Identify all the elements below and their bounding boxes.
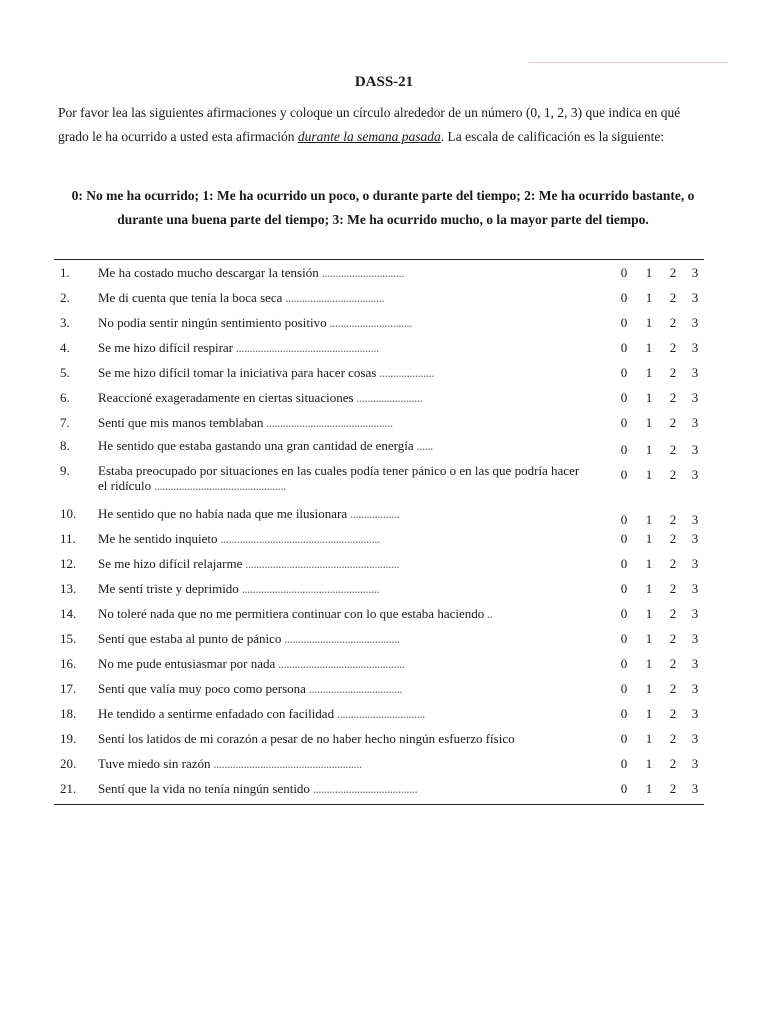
- score-option-0[interactable]: 0: [620, 265, 628, 280]
- score-option-0[interactable]: 0: [620, 781, 628, 796]
- item-text: [98, 390, 588, 405]
- score-option-3[interactable]: 3: [691, 606, 699, 621]
- dotted-leader: ....................................................: [233, 340, 379, 355]
- item-statement: Sentí los latidos de mi corazón a pesar de no haber hecho ningún esfuerzo físico: [98, 731, 515, 746]
- score-option-2[interactable]: 2: [669, 731, 677, 746]
- item-number: 20.: [60, 756, 77, 771]
- item-number: 4.: [60, 340, 70, 355]
- item-text: [98, 438, 588, 453]
- score-option-1[interactable]: 1: [645, 606, 653, 621]
- score-option-3[interactable]: 3: [691, 467, 699, 482]
- item-statement: Sentí que valía muy poco como persona: [98, 681, 306, 696]
- score-option-2[interactable]: 2: [669, 415, 677, 430]
- score-option-1[interactable]: 1: [645, 315, 653, 330]
- score-option-1[interactable]: 1: [645, 265, 653, 280]
- score-option-3[interactable]: 3: [691, 556, 699, 571]
- items-table: [54, 259, 704, 805]
- score-option-2[interactable]: 2: [669, 512, 677, 527]
- item-statement: No toleré nada que no me permitiera continuar con lo que estaba haciendo: [98, 606, 485, 621]
- score-option-2[interactable]: 2: [669, 442, 677, 457]
- score-option-0[interactable]: 0: [620, 706, 628, 721]
- dotted-leader: ........................................................: [242, 556, 400, 571]
- item-statement: He tendido a sentirme enfadado con facilidad: [98, 706, 335, 721]
- item-text: [98, 631, 588, 646]
- score-option-1[interactable]: 1: [645, 390, 653, 405]
- dotted-leader: ................................: [334, 706, 425, 721]
- item-text: [98, 731, 588, 746]
- score-option-3[interactable]: 3: [691, 315, 699, 330]
- item-statement: Reaccioné exageradamente en ciertas situaciones: [98, 390, 354, 405]
- item-text: [98, 781, 588, 796]
- item-number: 21.: [60, 781, 77, 796]
- item-number: 2.: [60, 290, 70, 305]
- score-option-1[interactable]: 1: [645, 706, 653, 721]
- score-option-3[interactable]: 3: [691, 442, 699, 457]
- score-option-0[interactable]: 0: [620, 390, 628, 405]
- item-text: [98, 756, 588, 771]
- item-number: 6.: [60, 390, 70, 405]
- score-option-3[interactable]: 3: [691, 756, 699, 771]
- score-option-2[interactable]: 2: [669, 681, 677, 696]
- item-text: [98, 415, 588, 430]
- item-statement: Me he sentido inquieto: [98, 531, 218, 546]
- item-statement: Tuve miedo sin razón: [98, 756, 211, 771]
- item-text: [98, 290, 588, 305]
- score-option-2[interactable]: 2: [669, 531, 677, 546]
- score-option-1[interactable]: 1: [645, 415, 653, 430]
- item-text: [98, 581, 588, 596]
- score-option-2[interactable]: 2: [669, 781, 677, 796]
- score-option-3[interactable]: 3: [691, 340, 699, 355]
- score-option-1[interactable]: 1: [645, 781, 653, 796]
- item-number: 8.: [60, 438, 70, 453]
- score-option-0[interactable]: 0: [620, 631, 628, 646]
- score-option-0[interactable]: 0: [620, 467, 628, 482]
- score-option-3[interactable]: 3: [691, 656, 699, 671]
- item-text: [98, 506, 588, 521]
- item-statement: Se me hizo difícil respirar: [98, 340, 234, 355]
- score-option-3[interactable]: 3: [691, 731, 699, 746]
- score-option-1[interactable]: 1: [645, 656, 653, 671]
- item-text: [98, 315, 588, 330]
- score-option-1[interactable]: 1: [645, 365, 653, 380]
- score-option-2[interactable]: 2: [669, 467, 677, 482]
- dotted-leader: ..............................: [318, 265, 404, 280]
- dotted-leader: ..............................................: [275, 656, 405, 671]
- item-statement: Me di cuenta que tenía la boca seca: [98, 290, 283, 305]
- score-option-1[interactable]: 1: [645, 290, 653, 305]
- score-option-0[interactable]: 0: [620, 442, 628, 457]
- item-number: 16.: [60, 656, 77, 671]
- item-statement: Sentí que mis manos temblaban: [98, 415, 264, 430]
- item-number: 17.: [60, 681, 77, 696]
- item-number: 11.: [60, 531, 76, 546]
- dotted-leader: ..: [484, 606, 493, 621]
- score-option-0[interactable]: 0: [620, 340, 628, 355]
- rating-scale-legend: 0: No me ha ocurrido; 1: Me ha ocurrido un poco, o durante parte del tiempo; 2: Me ha ocurrido bastante, o durante una buena parte del tiempo; 3: Me ha ocurrido mucho, o la mayor parte del tiempo.: [71, 188, 695, 227]
- item-text: [98, 681, 588, 696]
- score-option-3[interactable]: 3: [691, 681, 699, 696]
- score-option-1[interactable]: 1: [645, 340, 653, 355]
- item-text: [98, 556, 588, 571]
- score-option-0[interactable]: 0: [620, 512, 628, 527]
- instructions-text: Por favor lea las siguientes afirmaciones y coloque un círculo alrededor de un número (0, 1, 2, 3) que indica en qué grado le ha ocurrido a usted esta afirmación: [58, 105, 681, 144]
- dotted-leader: ..................: [347, 506, 400, 521]
- item-statement: Me sentí triste y deprimido: [98, 581, 239, 596]
- item-text: [98, 365, 588, 380]
- decorative-line: [528, 62, 728, 63]
- score-option-0[interactable]: 0: [620, 531, 628, 546]
- dotted-leader: ....................: [376, 365, 435, 380]
- score-option-2[interactable]: 2: [669, 390, 677, 405]
- item-statement: Sentí que la vida no tenía ningún sentido: [98, 781, 310, 796]
- score-option-2[interactable]: 2: [669, 631, 677, 646]
- dotted-leader: ..............................: [326, 315, 412, 330]
- score-option-3[interactable]: 3: [691, 531, 699, 546]
- score-option-3[interactable]: 3: [691, 365, 699, 380]
- score-option-2[interactable]: 2: [669, 290, 677, 305]
- item-number: 7.: [60, 415, 70, 430]
- item-statement: Estaba preocupado por situaciones en las cuales podía tener pánico o en las que podría hacer el ridículo: [98, 463, 580, 493]
- item-statement: No me pude entusiasmar por nada: [98, 656, 276, 671]
- score-option-2[interactable]: 2: [669, 556, 677, 571]
- score-option-2[interactable]: 2: [669, 340, 677, 355]
- dotted-leader: ......................................: [309, 781, 418, 796]
- dotted-leader: ....................................: [282, 290, 385, 305]
- item-text: [98, 656, 588, 671]
- score-option-1[interactable]: 1: [645, 731, 653, 746]
- score-option-3[interactable]: 3: [691, 290, 699, 305]
- item-number: 15.: [60, 631, 77, 646]
- score-option-3[interactable]: 3: [691, 512, 699, 527]
- item-number: 19.: [60, 731, 77, 746]
- instructions: [58, 101, 708, 149]
- score-option-1[interactable]: 1: [645, 442, 653, 457]
- score-option-1[interactable]: 1: [645, 581, 653, 596]
- score-option-0[interactable]: 0: [620, 731, 628, 746]
- score-option-2[interactable]: 2: [669, 265, 677, 280]
- score-option-3[interactable]: 3: [691, 415, 699, 430]
- item-statement: Se me hizo difícil tomar la iniciativa para hacer cosas: [98, 365, 377, 380]
- item-number: 13.: [60, 581, 77, 596]
- dotted-leader: ..................................: [305, 681, 403, 696]
- score-option-3[interactable]: 3: [691, 706, 699, 721]
- item-number: 9.: [60, 463, 70, 478]
- instructions-text-end: . La escala de calificación es la siguiente:: [440, 129, 665, 144]
- dotted-leader: ..................................................: [238, 581, 380, 596]
- score-option-2[interactable]: 2: [669, 756, 677, 771]
- score-option-1[interactable]: 1: [645, 531, 653, 546]
- page-title: DASS-21: [354, 74, 414, 90]
- score-option-2[interactable]: 2: [669, 315, 677, 330]
- score-option-0[interactable]: 0: [620, 290, 628, 305]
- score-option-0[interactable]: 0: [620, 556, 628, 571]
- dotted-leader: ..........................................: [281, 631, 400, 646]
- score-option-0[interactable]: 0: [620, 606, 628, 621]
- score-option-1[interactable]: 1: [645, 631, 653, 646]
- score-option-2[interactable]: 2: [669, 581, 677, 596]
- dotted-leader: ........................: [353, 390, 423, 405]
- score-option-3[interactable]: 3: [691, 390, 699, 405]
- item-statement: He sentido que estaba gastando una gran cantidad de energía: [98, 438, 414, 453]
- dotted-leader: ......................................................: [210, 756, 362, 771]
- item-number: 10.: [60, 506, 77, 521]
- item-number: 3.: [60, 315, 70, 330]
- score-option-2[interactable]: 2: [669, 706, 677, 721]
- item-text: [98, 463, 588, 493]
- score-option-0[interactable]: 0: [620, 315, 628, 330]
- item-statement: Se me hizo difícil relajarme: [98, 556, 243, 571]
- instructions-emphasis: durante la semana pasada: [297, 129, 441, 144]
- score-option-2[interactable]: 2: [669, 365, 677, 380]
- score-option-1[interactable]: 1: [645, 756, 653, 771]
- dotted-leader: ..............................................: [263, 415, 393, 430]
- score-option-0[interactable]: 0: [620, 365, 628, 380]
- score-option-3[interactable]: 3: [691, 265, 699, 280]
- item-text: [98, 531, 588, 546]
- score-option-3[interactable]: 3: [691, 581, 699, 596]
- score-option-1[interactable]: 1: [645, 681, 653, 696]
- item-number: 18.: [60, 706, 77, 721]
- item-statement: He sentido que no había nada que me ilusionara: [98, 506, 348, 521]
- score-option-1[interactable]: 1: [645, 467, 653, 482]
- score-option-2[interactable]: 2: [669, 606, 677, 621]
- item-text: [98, 265, 588, 280]
- dotted-leader: ................................................: [151, 478, 286, 493]
- item-number: 5.: [60, 365, 70, 380]
- item-statement: Me ha costado mucho descargar la tensión: [98, 265, 319, 280]
- item-number: 14.: [60, 606, 77, 621]
- item-number: 1.: [60, 265, 70, 280]
- score-option-3[interactable]: 3: [691, 631, 699, 646]
- item-text: [98, 706, 588, 721]
- score-option-0[interactable]: 0: [620, 656, 628, 671]
- item-statement: Sentí que estaba al punto de pánico: [98, 631, 282, 646]
- score-option-3[interactable]: 3: [691, 781, 699, 796]
- score-option-0[interactable]: 0: [620, 415, 628, 430]
- score-option-1[interactable]: 1: [645, 556, 653, 571]
- score-option-2[interactable]: 2: [669, 656, 677, 671]
- item-text: [98, 340, 588, 355]
- dotted-leader: ..........................................................: [217, 531, 380, 546]
- score-option-1[interactable]: 1: [645, 512, 653, 527]
- item-number: 12.: [60, 556, 77, 571]
- dotted-leader: ......: [413, 438, 433, 453]
- score-option-0[interactable]: 0: [620, 756, 628, 771]
- item-text: [98, 606, 588, 621]
- score-option-0[interactable]: 0: [620, 581, 628, 596]
- score-option-0[interactable]: 0: [620, 681, 628, 696]
- item-statement: No podía sentir ningún sentimiento positivo: [98, 315, 327, 330]
